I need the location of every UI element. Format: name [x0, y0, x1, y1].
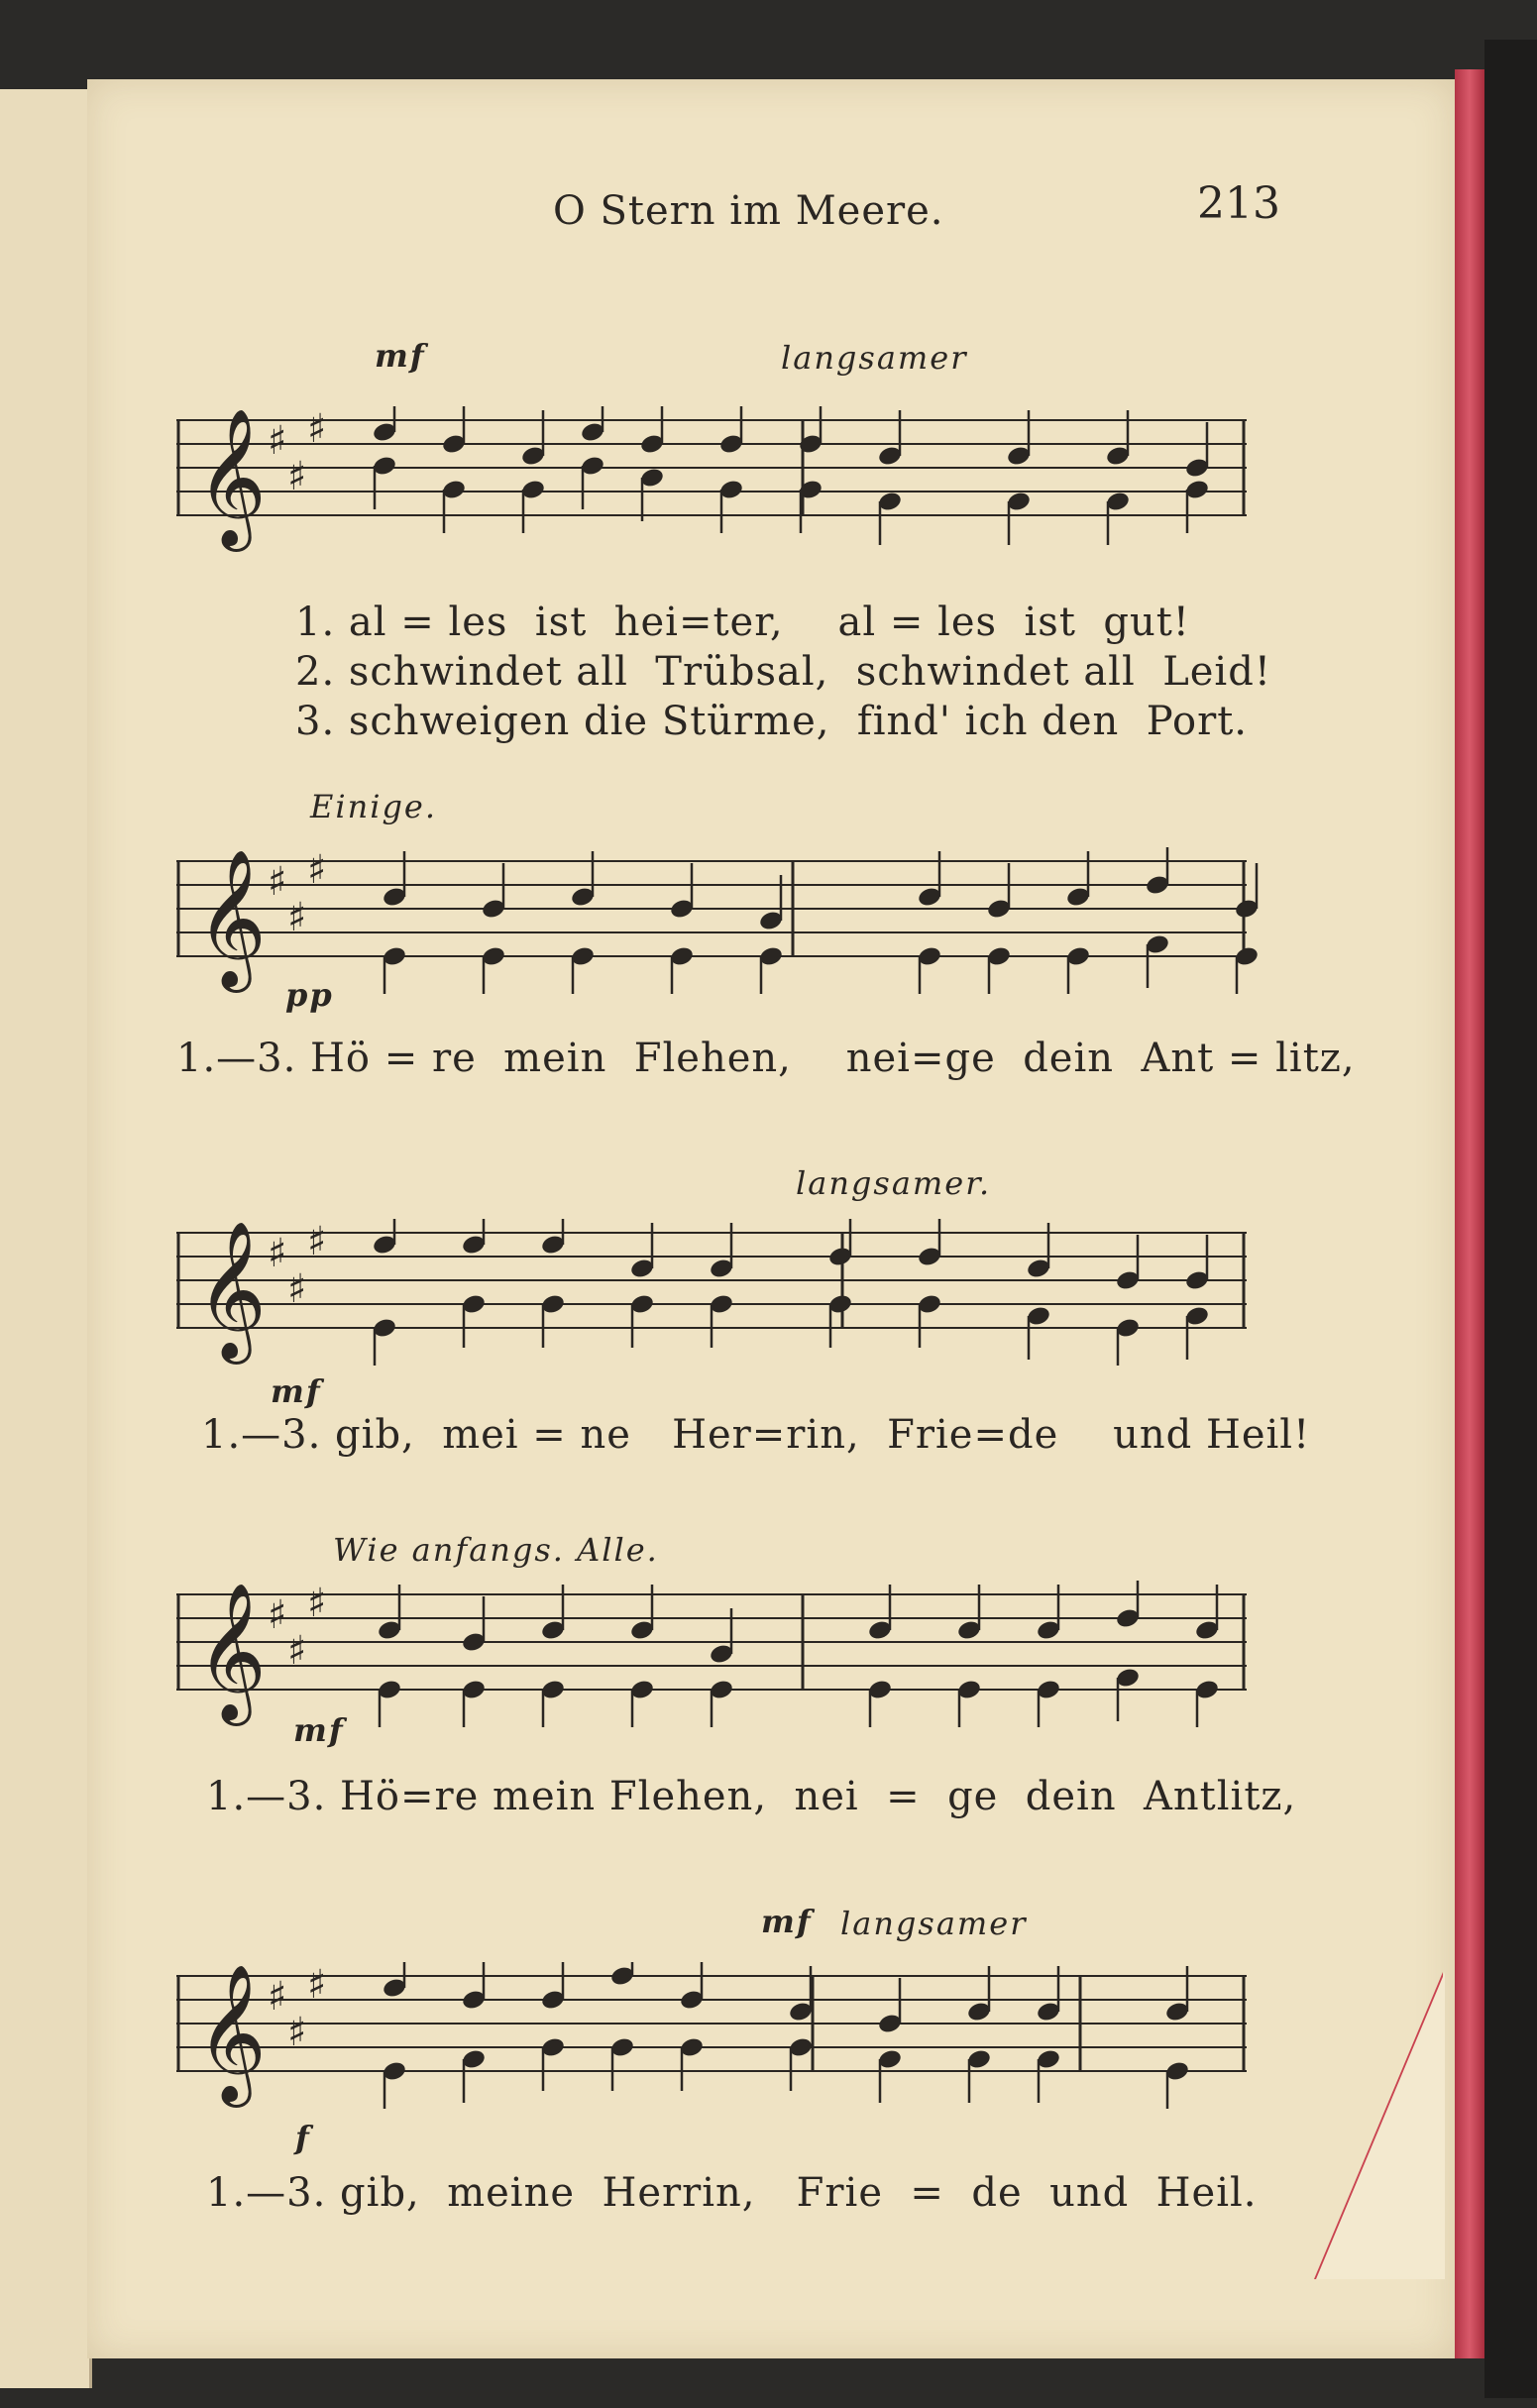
sharp-icon: ♯ [268, 859, 287, 905]
music-system-4 [87, 1531, 1455, 1838]
lyric-line-1: 1.—3. gib, mei = ne Her=rin, Frie=de und Heil! [201, 1412, 1311, 1458]
staff [176, 1219, 1346, 1368]
dynamic-marking: mf [293, 1711, 345, 1749]
dynamic-marking: f [295, 2119, 311, 2156]
lyric-line-1: 1.—3. Hö=re mein Flehen, nei = ge dein Antlitz, [206, 1774, 1297, 1819]
music-system-3 [87, 1164, 1455, 1472]
staff-lines [176, 420, 1247, 515]
lyric-line-1: 1.—3. gib, meine Herrin, Frie = de und Heil. [206, 2170, 1258, 2216]
tempo-marking: langsamer [840, 1905, 1028, 1942]
dynamic-marking: mf [375, 337, 426, 375]
lyric-line-3: 3. schweigen die Stürme, find' ich den Port. [295, 699, 1249, 744]
music-system-5 [87, 1903, 1455, 2240]
sharp-icon: ♯ [287, 454, 307, 499]
book-page [87, 79, 1455, 2358]
staff-lines [176, 1594, 1247, 1690]
treble-clef-icon: 𝄞 [196, 408, 267, 546]
dynamic-marking: mf [271, 1372, 322, 1410]
sharp-icon: ♯ [268, 1974, 287, 2020]
treble-clef-icon: 𝄞 [196, 849, 267, 987]
staff [176, 406, 1346, 555]
staff [176, 1962, 1346, 2111]
treble-clef-icon: 𝄞 [196, 1221, 267, 1359]
page-number: 213 [1197, 178, 1280, 229]
sharp-icon: ♯ [307, 847, 327, 893]
page-header [87, 178, 1455, 238]
book-cover-edge [1484, 40, 1537, 2398]
lyric-line-1: 1.—3. Hö = re mein Flehen, nei=ge dein Ant = litz, [176, 1036, 1356, 1081]
performance-direction: Wie anfangs. Alle. [333, 1531, 659, 1569]
music-system-2 [87, 788, 1455, 1095]
performance-direction: Einige. [310, 788, 438, 825]
sharp-icon: ♯ [268, 1592, 287, 1638]
left-page-edge [0, 89, 92, 2388]
treble-clef-icon: 𝄞 [196, 1964, 267, 2102]
treble-clef-icon: 𝄞 [196, 1583, 267, 1720]
sharp-icon: ♯ [307, 1581, 327, 1626]
lyric-line-1: 1. al = les ist hei=ter, al = les ist gut! [295, 600, 1190, 645]
music-system-1 [87, 337, 1455, 753]
staff-lines [176, 861, 1247, 956]
sharp-icon: ♯ [268, 1231, 287, 1276]
sharp-icon: ♯ [287, 2010, 307, 2055]
staff [176, 847, 1346, 996]
red-page-edge [1455, 69, 1484, 2358]
dynamic-marking: pp [285, 976, 334, 1014]
folded-page-corner [1316, 1972, 1445, 2279]
sharp-icon: ♯ [287, 1628, 307, 1674]
sharp-icon: ♯ [287, 895, 307, 940]
lyric-line-2: 2. schwindet all Trübsal, schwindet all Leid! [295, 649, 1271, 695]
tempo-marking: langsamer. [796, 1164, 992, 1202]
sharp-icon: ♯ [268, 418, 287, 464]
staff [176, 1581, 1346, 1729]
sharp-icon: ♯ [307, 1219, 327, 1264]
sharp-icon: ♯ [307, 1962, 327, 2008]
sharp-icon: ♯ [307, 406, 327, 452]
sharp-icon: ♯ [287, 1266, 307, 1312]
running-title: O Stern im Meere. [553, 188, 944, 234]
tempo-marking: langsamer [781, 339, 968, 377]
dynamic-marking-top: mf [761, 1903, 813, 1940]
staff-lines [176, 1976, 1247, 2071]
